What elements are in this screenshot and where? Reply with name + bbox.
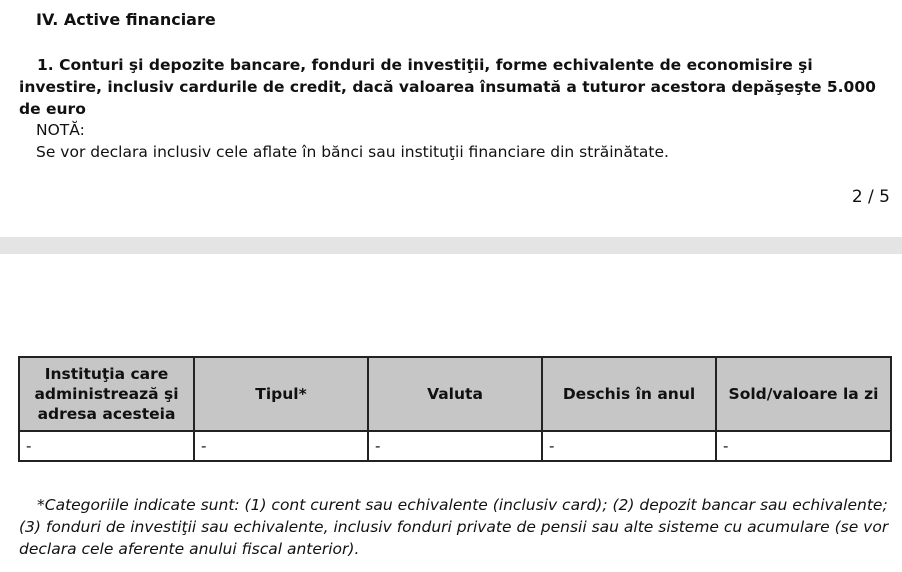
note-text: Se vor declara inclusiv cele aflate în bănci sau instituţii financiare din străinătate. — [36, 143, 669, 161]
section-heading — [19, 54, 894, 120]
table-row — [19, 431, 891, 461]
page-number: 2 / 5 — [851, 187, 890, 207]
note-label: NOTĂ: — [36, 121, 85, 139]
page-separator — [0, 237, 902, 254]
document-page-top — [0, 0, 902, 237]
cell-balance: - — [716, 431, 891, 461]
header-opened-year: Deschis în anul — [542, 357, 716, 431]
cell-opened-year: - — [542, 431, 716, 461]
cell-institution: - — [19, 431, 194, 461]
cell-type: - — [194, 431, 368, 461]
footnote-text: *Categoriile indicate sunt: (1) cont curent sau echivalente (inclusiv card); (2) depozit bancar sau echivalente; (3) fonduri de investiţii sau echivalente, inclusiv fonduri private de pensii sau alte sisteme cu acumulare (se vor declara cele aferente anului fiscal anterior). — [19, 496, 889, 558]
footnote — [19, 494, 894, 560]
section-heading-text: 1. Conturi şi depozite bancare, fonduri de investiţii, forme echivalente de economisire şi investire, inclusiv cardurile de credit, dacă valoarea însumată a tuturor acestora depăşeşte 5.000 de euro — [19, 56, 876, 118]
header-institution: Instituţia care administrează şi adresa acesteia — [19, 357, 194, 431]
header-balance: Sold/valoare la zi — [716, 357, 891, 431]
header-type: Tipul* — [194, 357, 368, 431]
table-header-row — [19, 357, 891, 431]
header-currency: Valuta — [368, 357, 542, 431]
section-title: IV. Active financiare — [36, 10, 216, 29]
financial-assets-table — [18, 356, 892, 462]
cell-currency: - — [368, 431, 542, 461]
